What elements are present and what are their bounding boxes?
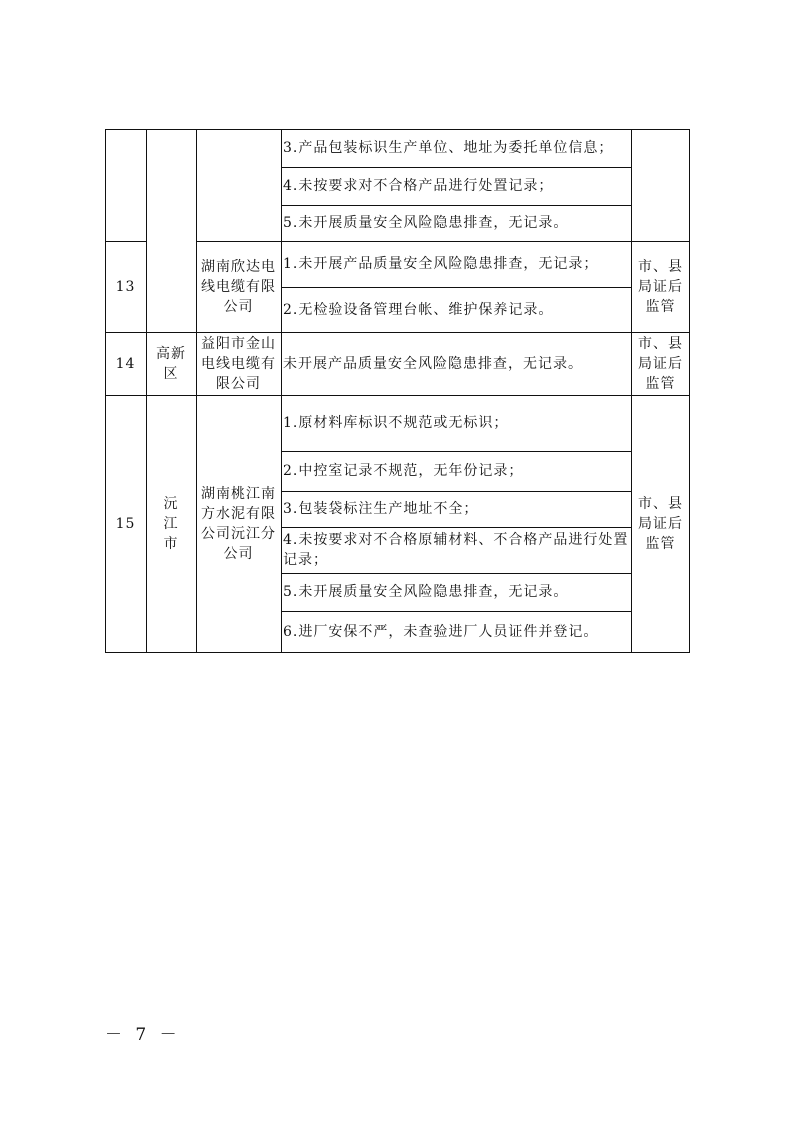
- issue-cell: 5.未开展质量安全风险隐患排查，无记录。: [283, 215, 569, 231]
- company-name: 益阳市金山电线电缆有限公司: [201, 335, 276, 392]
- row-divider: [105, 395, 690, 396]
- supervision-type: 市、县局证后监管: [638, 258, 683, 315]
- column-divider: [196, 129, 197, 653]
- column-divider: [631, 129, 632, 653]
- issue-cell: 1.原材料库标识不规范或无标识；: [283, 415, 509, 431]
- issue-cell: 5.未开展质量安全风险隐患排查，无记录。: [283, 584, 569, 600]
- inspection-table: [105, 129, 690, 653]
- issue-divider: [281, 491, 631, 492]
- issue-cell: 2.无检验设备管理台帐、维护保养记录。: [283, 301, 554, 318]
- supervision-type: 市、县局证后监管: [638, 335, 683, 392]
- row-divider: [105, 241, 146, 242]
- row-number: 13: [115, 278, 136, 295]
- issue-divider: [281, 527, 631, 528]
- row-number: 15: [115, 516, 136, 532]
- company-name: 湖南桃江南方水泥有限公司沅江分公司: [201, 486, 276, 562]
- issue-cell: 2.中控室记录不规范，无年份记录；: [283, 463, 524, 479]
- page-number: － 7 －: [105, 1025, 181, 1045]
- supervision-type: 市、县局证后监管: [638, 496, 683, 552]
- issue-cell: 4.未按要求对不合格产品进行处置记录；: [283, 178, 554, 194]
- table-border-left: [105, 129, 106, 653]
- table-border-bottom: [105, 652, 690, 653]
- column-divider: [281, 129, 282, 653]
- issue-cell: 3.包装袋标注生产地址不全；: [283, 501, 479, 517]
- issue-cell: 3.产品包装标识生产单位、地址为委托单位信息；: [283, 140, 614, 156]
- table-border-right: [689, 129, 690, 653]
- row-number: 14: [115, 355, 136, 372]
- issue-cell: 1.未开展产品质量安全风险隐患排查，无记录；: [283, 256, 599, 272]
- company-name: 湖南欣达电线电缆有限公司: [201, 258, 276, 315]
- column-divider: [146, 129, 147, 653]
- issue-divider: [281, 451, 631, 452]
- region-name: 高新区: [156, 345, 186, 382]
- issue-divider: [281, 287, 631, 288]
- region-name: 沅江市: [163, 496, 179, 552]
- issue-cell: 4.未按要求对不合格原辅材料、不合格产品进行处置记录；: [283, 532, 629, 568]
- issue-cell: 未开展产品质量安全风险隐患排查，无记录。: [283, 355, 583, 372]
- row-divider: [105, 332, 690, 333]
- issue-cell: 6.进厂安保不严，未查验进厂人员证件并登记。: [283, 624, 599, 640]
- table-border-top: [105, 129, 690, 130]
- issue-divider: [281, 205, 631, 206]
- issue-divider: [281, 573, 631, 574]
- issue-divider: [281, 167, 631, 168]
- issue-divider: [281, 611, 631, 612]
- row-divider: [196, 241, 690, 242]
